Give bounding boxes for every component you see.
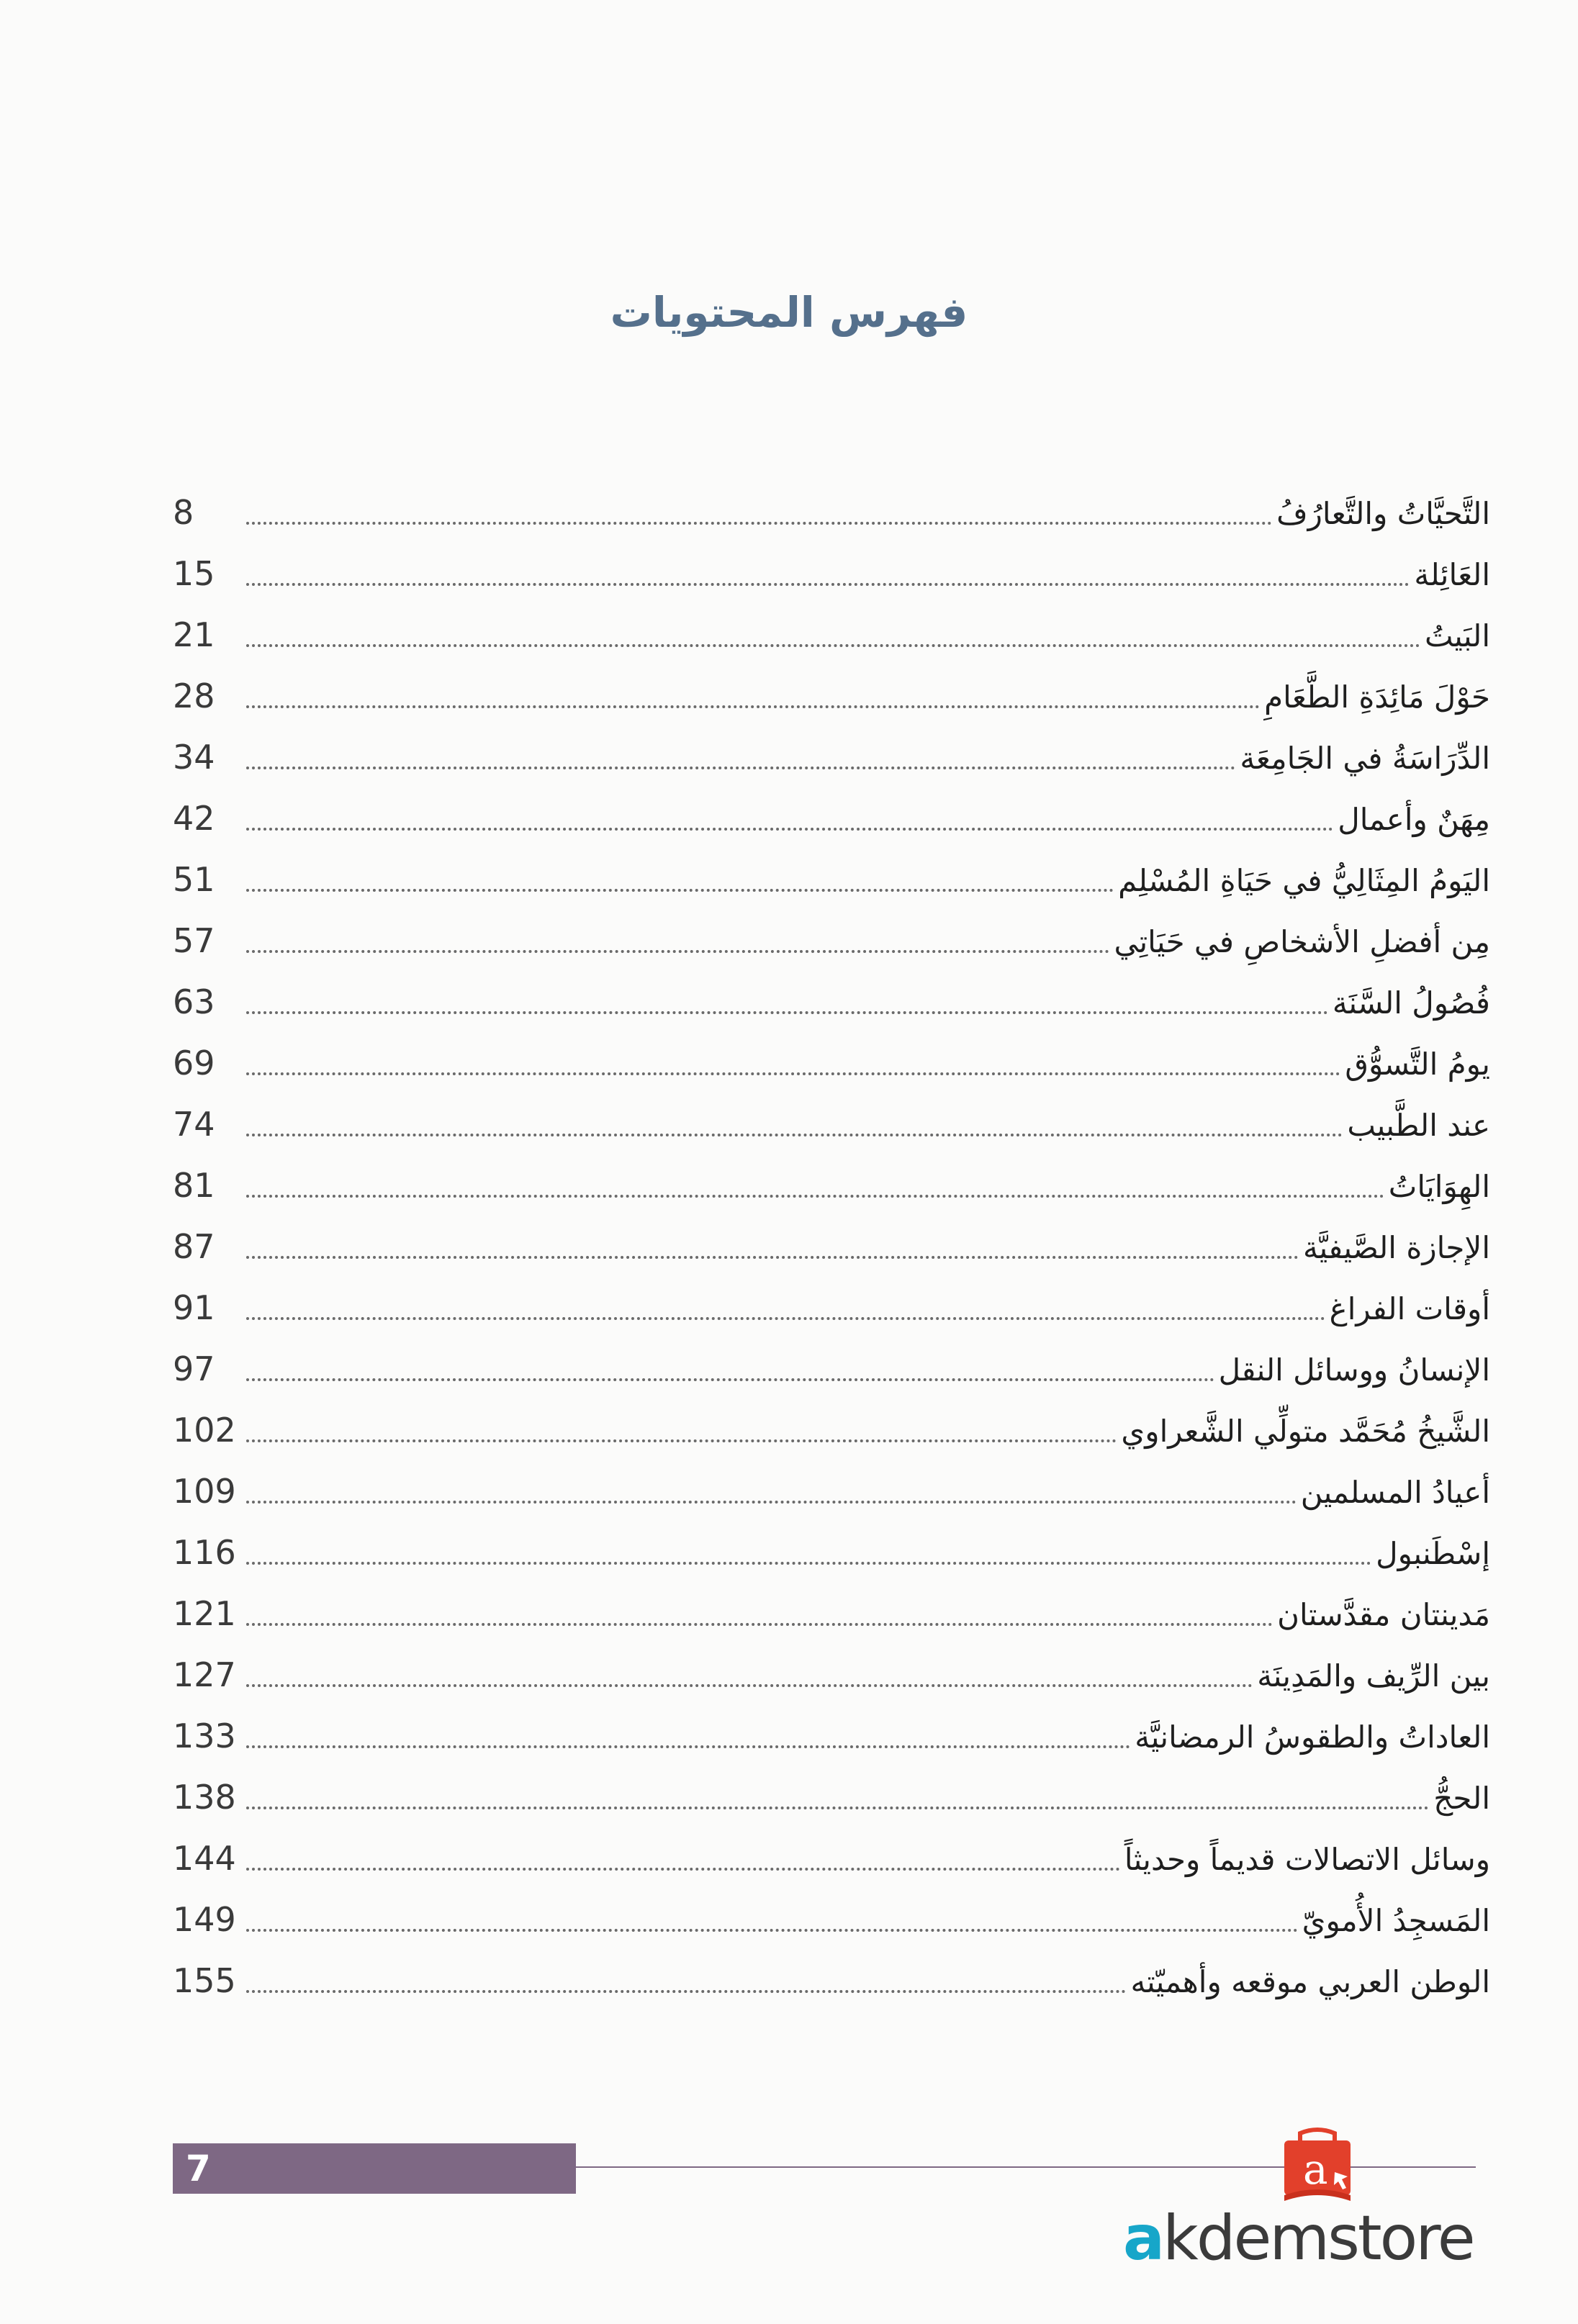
toc-entry-page: 57	[173, 921, 215, 960]
toc-entry	[173, 1645, 1490, 1706]
toc-entry-title: وسائل الاتصالات قديماً وحديثاً	[1124, 1842, 1490, 1877]
toc-entry-title: الإجازة الصَّيفيَّة	[1302, 1230, 1490, 1265]
toc-entry	[173, 1155, 1490, 1216]
dot-leader	[246, 767, 1235, 769]
page-number-bar	[173, 2143, 576, 2194]
toc-entry-page: 81	[173, 1166, 215, 1205]
toc-entry-page: 69	[173, 1044, 215, 1082]
toc-entry-page: 63	[173, 982, 215, 1021]
toc-entry-page: 127	[173, 1655, 236, 1694]
toc-entry-page: 109	[173, 1472, 236, 1511]
toc-entry	[173, 727, 1490, 788]
toc-entry-title: الوطن العربي موقعه وأهميّته	[1130, 1964, 1490, 1999]
toc-entry	[173, 666, 1490, 727]
dot-leader	[246, 1990, 1126, 1993]
toc-entry	[173, 543, 1490, 605]
toc-entry-title: المَسجِدُ الأُمويّ	[1302, 1903, 1490, 1938]
toc-entry	[173, 1828, 1490, 1889]
toc-entry	[173, 788, 1490, 849]
toc-entry-page: 121	[173, 1594, 236, 1633]
toc-entry-page: 21	[173, 615, 215, 654]
toc-entry-title: أوقات الفراغ	[1329, 1291, 1490, 1326]
toc-entry-title: التَّحيَّاتُ والتَّعارُفُ	[1276, 496, 1490, 531]
toc-entry-title: الشَّيخُ مُحَمَّد متولِّي الشَّعراوي	[1121, 1414, 1490, 1449]
dot-leader	[246, 1807, 1429, 1809]
dot-leader	[246, 950, 1109, 953]
dot-leader	[246, 705, 1260, 708]
toc-entry-page: 42	[173, 799, 215, 838]
toc-entry-title: مِهَنٌ وأعمال	[1338, 802, 1490, 837]
toc-entry-page: 28	[173, 677, 215, 715]
toc-entry	[173, 1522, 1490, 1583]
dot-leader	[246, 1623, 1273, 1626]
toc-entry-page: 133	[173, 1717, 236, 1755]
dot-leader	[246, 1501, 1297, 1504]
toc-entry	[173, 1033, 1490, 1094]
dot-leader	[246, 644, 1420, 647]
toc-entry	[173, 1094, 1490, 1155]
dot-leader	[246, 828, 1333, 831]
toc-entry-title: حَوْلَ مَائِدَةِ الطَّعَامِ	[1264, 679, 1490, 715]
dot-leader	[246, 1072, 1340, 1075]
toc-entry-page: 102	[173, 1411, 236, 1450]
toc-entry	[173, 482, 1490, 543]
dot-leader	[246, 1134, 1343, 1136]
dot-leader	[246, 1011, 1328, 1014]
toc-entry	[173, 972, 1490, 1033]
dot-leader	[246, 889, 1114, 892]
toc-entry-title: بين الرِّيف والمَدِينَة	[1257, 1658, 1490, 1694]
dot-leader	[246, 1868, 1120, 1871]
toc-entry-page: 74	[173, 1105, 215, 1144]
toc-entry-page: 8	[173, 493, 194, 532]
toc-entry-page: 138	[173, 1778, 236, 1817]
dot-leader	[246, 522, 1272, 525]
dot-leader	[246, 1684, 1253, 1687]
toc-entry	[173, 1400, 1490, 1461]
toc-entry-page: 15	[173, 554, 215, 593]
toc-entry-page: 51	[173, 860, 215, 899]
toc-entry	[173, 1583, 1490, 1645]
dot-leader	[246, 1439, 1117, 1442]
toc-entry-page: 87	[173, 1227, 215, 1266]
dot-leader	[246, 1317, 1325, 1320]
book-cart-icon	[1274, 2123, 1361, 2210]
toc-entry-title: عند الطَّبيب	[1347, 1108, 1490, 1143]
toc-entry-title: الهِوَايَاتُ	[1388, 1169, 1490, 1204]
toc-entry-title: يومُ التَّسوُّق	[1345, 1046, 1490, 1082]
toc-entry-title: الحجُّ	[1433, 1781, 1490, 1816]
toc-entry	[173, 910, 1490, 972]
toc-entry-page: 34	[173, 738, 215, 777]
toc-entry	[173, 849, 1490, 910]
dot-leader	[246, 1745, 1130, 1748]
toc-entry-page: 144	[173, 1839, 236, 1878]
toc-entry	[173, 605, 1490, 666]
toc-entry-title: الإنسانُ ووسائل النقل	[1218, 1352, 1490, 1388]
toc-entry	[173, 1216, 1490, 1278]
logo-accent-letter: a	[1123, 2202, 1163, 2274]
toc-entry	[173, 1950, 1490, 2012]
toc-entry	[173, 1461, 1490, 1522]
page-title: فهرس المحتويات	[610, 288, 968, 337]
page-number: 7	[186, 2148, 211, 2189]
dot-leader	[246, 1195, 1384, 1198]
toc-entry-title: البَيتُ	[1424, 618, 1490, 654]
toc-entry	[173, 1767, 1490, 1828]
toc-entry-title: العاداتُ والطقوسُ الرمضانيَّة	[1135, 1719, 1490, 1755]
dot-leader	[246, 1378, 1214, 1381]
toc-entry-title: مِن أفضلِ الأشخاصِ في حَيَاتِي	[1114, 924, 1490, 959]
dot-leader	[246, 1929, 1298, 1932]
toc-entry-title: فُصُولُ السَّنَة	[1332, 985, 1490, 1021]
dot-leader	[246, 1256, 1299, 1259]
toc-entry-title: أعيادُ المسلمين	[1300, 1475, 1490, 1510]
toc-entry-title: إسْطَنبول	[1376, 1536, 1490, 1571]
store-logo	[1123, 2123, 1512, 2274]
toc-entry	[173, 1339, 1490, 1400]
table-of-contents	[173, 482, 1490, 2012]
toc-entry	[173, 1706, 1490, 1767]
toc-entry	[173, 1278, 1490, 1339]
toc-entry-title: مَدينتان مقدَّستان	[1277, 1597, 1490, 1632]
toc-entry-title: اليَومُ المِثَالِيُّ في حَيَاةِ المُسْلِم	[1118, 863, 1490, 898]
toc-entry-page: 155	[173, 1961, 236, 2000]
logo-wordmark	[1123, 2202, 1512, 2274]
dot-leader	[246, 1562, 1371, 1565]
toc-entry-page: 91	[173, 1288, 215, 1327]
toc-entry-page: 97	[173, 1349, 215, 1388]
toc-entry-page: 149	[173, 1900, 236, 1939]
toc-entry-page: 116	[173, 1533, 236, 1572]
toc-entry-title: الدِّرَاسَةُ في الجَامِعَة	[1240, 741, 1490, 776]
toc-entry	[173, 1889, 1490, 1950]
dot-leader	[246, 583, 1410, 586]
toc-entry-title: العَائِلة	[1414, 557, 1490, 592]
logo-icon-letter: a	[1303, 2145, 1328, 2194]
logo-text: kdemstore	[1163, 2202, 1474, 2274]
